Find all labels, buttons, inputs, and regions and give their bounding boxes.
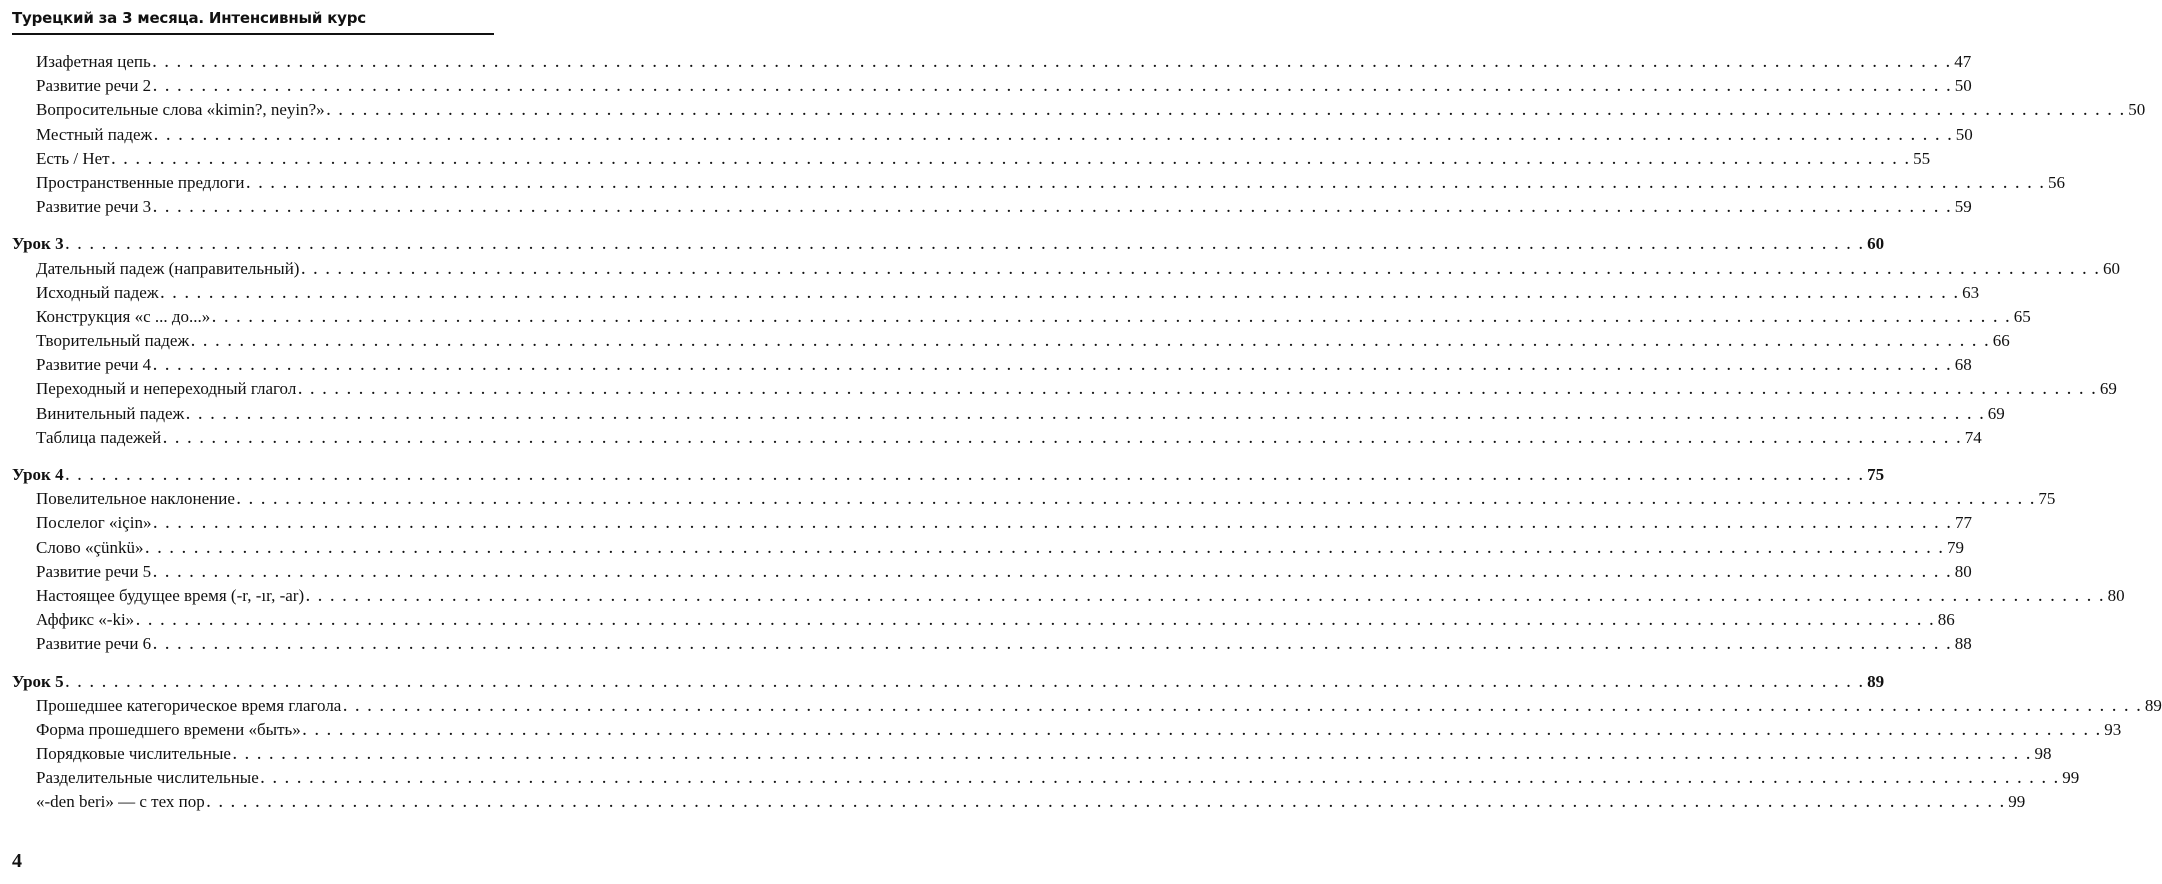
toc-entry-page: 89 [2144, 695, 2162, 715]
toc-entry-row [36, 790, 2026, 814]
toc-entry-row [36, 98, 2146, 122]
toc-entry-title: Дательный падеж (направительный) [36, 258, 300, 278]
toc-entry-page: 88 [1954, 634, 1972, 654]
toc-entry-title: Таблица падежей [36, 427, 162, 447]
toc-entry-title: Развитие речи 2 [36, 76, 152, 96]
toc-entry-page: 79 [1947, 537, 1965, 557]
toc-entry-page: 86 [1937, 610, 1955, 630]
dot-leader: . . . . . . . . . . . . . . . . . . . . . . . . . . . . . . . . . . . . . . . . . . . . . . . . . . . . . . . . . . . . . . . . . . . . . . . . . . . . . . . . . . . . . . . . . . . . . . . . . . . . . . . . . . . . . . . . . . . . . . . . . . . . . . . . . . . . . . . . . . . . . . . . . . . . [191, 335, 1991, 351]
toc-entry-title: Переходный и непереходный глагол [36, 379, 297, 399]
dot-leader: . . . . . . . . . . . . . . . . . . . . . . . . . . . . . . . . . . . . . . . . . . . . . . . . . . . . . . . . . . . . . . . . . . . . . . . . . . . . . . . . . . . . . . . . . . . . . . . . . . . . . . . . . . . . . . . . . . . . . . . . . . . . . . . . . . . . . . . . . . . . . . . . . . . . [260, 772, 2061, 788]
toc-entry-row [36, 147, 1931, 171]
toc-entry-page: 93 [2104, 719, 2122, 739]
toc-entry-title: Вопросительные слова «kimin?, neyin?» [36, 100, 325, 120]
toc-entry-row [36, 402, 2005, 426]
toc-lesson-page: 89 [1867, 671, 1885, 691]
toc-entry-row [36, 718, 2122, 742]
dot-leader: . . . . . . . . . . . . . . . . . . . . . . . . . . . . . . . . . . . . . . . . . . . . . . . . . . . . . . . . . . . . . . . . . . . . . . . . . . . . . . . . . . . . . . . . . . . . . . . . . . . . . . . . . . . . . . . . . . . . . . . . . . . . . . . . . . . . . . . . . . . . . . . . . . . . [306, 589, 2106, 605]
toc-entry-page: 50 [1955, 124, 1973, 144]
dot-leader: . . . . . . . . . . . . . . . . . . . . . . . . . . . . . . . . . . . . . . . . . . . . . . . . . . . . . . . . . . . . . . . . . . . . . . . . . . . . . . . . . . . . . . . . . . . . . . . . . . . . . . . . . . . . . . . . . . . . . . . . . . . . . . . . . . . . . . . . . . . . . . . . . . . . [65, 469, 1866, 484]
toc-entry-page: 65 [2013, 306, 2031, 326]
dot-leader: . . . . . . . . . . . . . . . . . . . . . . . . . . . . . . . . . . . . . . . . . . . . . . . . . . . . . . . . . . . . . . . . . . . . . . . . . . . . . . . . . . . . . . . . . . . . . . . . . . . . . . . . . . . . . . . . . . . . . . . . . . . . . . . . . . . . . . . . . . . . . . . . . . . . [160, 286, 1961, 302]
toc-entry-page: 50 [2128, 100, 2146, 120]
toc-entry-page: 98 [2034, 744, 2052, 764]
toc-entry-row [36, 74, 1972, 98]
dot-leader: . . . . . . . . . . . . . . . . . . . . . . . . . . . . . . . . . . . . . . . . . . . . . . . . . . . . . . . . . . . . . . . . . . . . . . . . . . . . . . . . . . . . . . . . . . . . . . . . . . . . . . . . . . . . . . . . . . . . . . . . . . . . . . . . . . . . . . . . . . . . . . . . . . . . [302, 723, 2103, 739]
dot-leader: . . . . . . . . . . . . . . . . . . . . . . . . . . . . . . . . . . . . . . . . . . . . . . . . . . . . . . . . . . . . . . . . . . . . . . . . . . . . . . . . . . . . . . . . . . . . . . . . . . . . . . . . . . . . . . . . . . . . . . . . . . . . . . . . . . . . . . . . . . . . . . . . . . . . [153, 638, 1953, 654]
toc-entry-row [36, 608, 1955, 632]
toc-lesson-title: Урок 5 [12, 671, 64, 691]
toc-lesson-title: Урок 3 [12, 234, 64, 254]
table-of-contents [0, 50, 2162, 815]
toc-entry-title: Творительный падеж [36, 331, 190, 351]
toc-entry-page: 59 [1954, 197, 1972, 217]
toc-entry-row [36, 195, 1972, 219]
toc-entry-row [36, 377, 2117, 401]
toc-entry-row [36, 694, 2162, 718]
dot-leader: . . . . . . . . . . . . . . . . . . . . . . . . . . . . . . . . . . . . . . . . . . . . . . . . . . . . . . . . . . . . . . . . . . . . . . . . . . . . . . . . . . . . . . . . . . . . . . . . . . . . . . . . . . . . . . . . . . . . . . . . . . . . . . . . . . . . . . . . . . . . . . . . . . . . [136, 614, 1936, 630]
toc-entry-title: Порядковые числительные [36, 744, 231, 764]
toc-entry-row [36, 353, 1972, 377]
dot-leader: . . . . . . . . . . . . . . . . . . . . . . . . . . . . . . . . . . . . . . . . . . . . . . . . . . . . . . . . . . . . . . . . . . . . . . . . . . . . . . . . . . . . . . . . . . . . . . . . . . . . . . . . . . . . . . . . . . . . . . . . . . . . . . . . . . . . . . . . . . . . . . . . . . . . [153, 359, 1953, 375]
toc-entry-title: Прошедшее категорическое время глагола [36, 695, 342, 715]
toc-entry-title: Повелительное наклонение [36, 489, 235, 509]
dot-leader: . . . . . . . . . . . . . . . . . . . . . . . . . . . . . . . . . . . . . . . . . . . . . . . . . . . . . . . . . . . . . . . . . . . . . . . . . . . . . . . . . . . . . . . . . . . . . . . . . . . . . . . . . . . . . . . . . . . . . . . . . . . . . . . . . . . . . . . . . . . . . . . . . . . . [154, 128, 1954, 144]
toc-entry-page: 99 [2062, 768, 2080, 788]
dot-leader: . . . . . . . . . . . . . . . . . . . . . . . . . . . . . . . . . . . . . . . . . . . . . . . . . . . . . . . . . . . . . . . . . . . . . . . . . . . . . . . . . . . . . . . . . . . . . . . . . . . . . . . . . . . . . . . . . . . . . . . . . . . . . . . . . . . . . . . . . . . . . . . . . . . . [186, 407, 1986, 423]
toc-lesson-page: 75 [1867, 465, 1885, 484]
dot-leader: . . . . . . . . . . . . . . . . . . . . . . . . . . . . . . . . . . . . . . . . . . . . . . . . . . . . . . . . . . . . . . . . . . . . . . . . . . . . . . . . . . . . . . . . . . . . . . . . . . . . . . . . . . . . . . . . . . . . . . . . . . . . . . . . . . . . . . . . . . . . . . . . . . . . [206, 796, 2007, 812]
toc-entry-row [36, 536, 1965, 560]
dot-leader: . . . . . . . . . . . . . . . . . . . . . . . . . . . . . . . . . . . . . . . . . . . . . . . . . . . . . . . . . . . . . . . . . . . . . . . . . . . . . . . . . . . . . . . . . . . . . . . . . . . . . . . . . . . . . . . . . . . . . . . . . . . . . . . . . . . . . . . . . . . . . . . . . . . . [236, 493, 2037, 509]
dot-leader: . . . . . . . . . . . . . . . . . . . . . . . . . . . . . . . . . . . . . . . . . . . . . . . . . . . . . . . . . . . . . . . . . . . . . . . . . . . . . . . . . . . . . . . . . . . . . . . . . . . . . . . . . . . . . . . . . . . . . . . . . . . . . . . . . . . . . . . . . . . . . . . . . . . . [343, 699, 2143, 715]
toc-entry-row [36, 511, 1972, 535]
dot-leader: . . . . . . . . . . . . . . . . . . . . . . . . . . . . . . . . . . . . . . . . . . . . . . . . . . . . . . . . . . . . . . . . . . . . . . . . . . . . . . . . . . . . . . . . . . . . . . . . . . . . . . . . . . . . . . . . . . . . . . . . . . . . . . . . . . . . . . . . . . . . . . . . . . . . [163, 431, 1963, 447]
toc-lesson-title: Урок 4 [12, 465, 64, 484]
toc-entry-title: Настоящее будущее время (-r, -ır, -ar) [36, 585, 305, 605]
dot-leader: . . . . . . . . . . . . . . . . . . . . . . . . . . . . . . . . . . . . . . . . . . . . . . . . . . . . . . . . . . . . . . . . . . . . . . . . . . . . . . . . . . . . . . . . . . . . . . . . . . . . . . . . . . . . . . . . . . . . . . . . . . . . . . . . . . . . . . . . . . . . . . . . . . . . [111, 152, 1912, 168]
toc-entry-row [36, 766, 2080, 790]
toc-entry-page: 69 [2099, 379, 2117, 399]
toc-entry-page: 56 [2048, 172, 2066, 192]
page-number: 4 [12, 850, 22, 872]
toc-lesson-row [12, 670, 1885, 694]
header-rule [12, 33, 494, 35]
toc-entry-row [36, 171, 2066, 195]
dot-leader: . . . . . . . . . . . . . . . . . . . . . . . . . . . . . . . . . . . . . . . . . . . . . . . . . . . . . . . . . . . . . . . . . . . . . . . . . . . . . . . . . . . . . . . . . . . . . . . . . . . . . . . . . . . . . . . . . . . . . . . . . . . . . . . . . . . . . . . . . . . . . . . . . . . . [65, 238, 1866, 254]
dot-leader: . . . . . . . . . . . . . . . . . . . . . . . . . . . . . . . . . . . . . . . . . . . . . . . . . . . . . . . . . . . . . . . . . . . . . . . . . . . . . . . . . . . . . . . . . . . . . . . . . . . . . . . . . . . . . . . . . . . . . . . . . . . . . . . . . . . . . . . . . . . . . . . . . . . . [153, 517, 1953, 533]
toc-entry-title: Развитие речи 5 [36, 561, 152, 581]
toc-entry-title: Пространственные предлоги [36, 172, 245, 192]
toc-entry-page: 68 [1954, 355, 1972, 375]
toc-entry-page: 60 [2102, 258, 2120, 278]
running-header: Турецкий за 3 месяца. Интенсивный курс [12, 9, 366, 27]
dot-leader: . . . . . . . . . . . . . . . . . . . . . . . . . . . . . . . . . . . . . . . . . . . . . . . . . . . . . . . . . . . . . . . . . . . . . . . . . . . . . . . . . . . . . . . . . . . . . . . . . . . . . . . . . . . . . . . . . . . . . . . . . . . . . . . . . . . . . . . . . . . . . . . . . . . . [152, 56, 1953, 71]
toc-entry-page: 55 [1913, 148, 1931, 168]
toc-entry-row [36, 742, 2052, 766]
toc-entry-title: Развитие речи 6 [36, 634, 152, 654]
dot-leader: . . . . . . . . . . . . . . . . . . . . . . . . . . . . . . . . . . . . . . . . . . . . . . . . . . . . . . . . . . . . . . . . . . . . . . . . . . . . . . . . . . . . . . . . . . . . . . . . . . . . . . . . . . . . . . . . . . . . . . . . . . . . . . . . . . . . . . . . . . . . . . . . . . . . [212, 310, 2012, 326]
toc-entry-row [36, 560, 1972, 584]
toc-entry-page: 80 [2107, 585, 2125, 605]
toc-entry-row [36, 632, 1972, 656]
toc-entry-title: Послелог «için» [36, 513, 152, 533]
toc-entry-title: Развитие речи 4 [36, 355, 152, 375]
toc-entry-page: 77 [1954, 513, 1972, 533]
dot-leader: . . . . . . . . . . . . . . . . . . . . . . . . . . . . . . . . . . . . . . . . . . . . . . . . . . . . . . . . . . . . . . . . . . . . . . . . . . . . . . . . . . . . . . . . . . . . . . . . . . . . . . . . . . . . . . . . . . . . . . . . . . . . . . . . . . . . . . . . . . . . . . . . . . . . [301, 262, 2101, 278]
toc-entry-page: 63 [1962, 282, 1980, 302]
toc-entry-title: Форма прошедшего времени «быть» [36, 719, 301, 739]
dot-leader: . . . . . . . . . . . . . . . . . . . . . . . . . . . . . . . . . . . . . . . . . . . . . . . . . . . . . . . . . . . . . . . . . . . . . . . . . . . . . . . . . . . . . . . . . . . . . . . . . . . . . . . . . . . . . . . . . . . . . . . . . . . . . . . . . . . . . . . . . . . . . . . . . . . . [153, 201, 1953, 217]
toc-lesson-row [12, 463, 1885, 487]
toc-entry-title: «-den beri» — с тех пор [36, 792, 205, 812]
toc-entry-row [36, 329, 2010, 353]
toc-entry-page: 74 [1964, 427, 1982, 447]
toc-entry-row [36, 426, 1982, 450]
toc-entry-page: 99 [2008, 792, 2026, 812]
toc-entry-title: Аффикс «-ki» [36, 610, 135, 630]
toc-entry-page: 80 [1954, 561, 1972, 581]
toc-entry-row [36, 305, 2031, 329]
toc-entry-title: Исходный падеж [36, 282, 159, 302]
toc-lesson-row [12, 232, 1885, 256]
toc-entry-page: 50 [1954, 76, 1972, 96]
toc-entry-row [36, 50, 1972, 74]
toc-entry-row [36, 584, 2125, 608]
toc-entry-row [36, 257, 2120, 281]
toc-entry-title: Разделительные числительные [36, 768, 259, 788]
toc-entry-title: Развитие речи 3 [36, 197, 152, 217]
toc-entry-row [36, 487, 2056, 511]
toc-entry-title: Винительный падеж [36, 403, 185, 423]
dot-leader: . . . . . . . . . . . . . . . . . . . . . . . . . . . . . . . . . . . . . . . . . . . . . . . . . . . . . . . . . . . . . . . . . . . . . . . . . . . . . . . . . . . . . . . . . . . . . . . . . . . . . . . . . . . . . . . . . . . . . . . . . . . . . . . . . . . . . . . . . . . . . . . . . . . . [298, 383, 2098, 399]
toc-entry-title: Местный падеж [36, 124, 153, 144]
toc-entry-row [36, 281, 1980, 305]
toc-lesson-page: 60 [1867, 234, 1885, 254]
dot-leader: . . . . . . . . . . . . . . . . . . . . . . . . . . . . . . . . . . . . . . . . . . . . . . . . . . . . . . . . . . . . . . . . . . . . . . . . . . . . . . . . . . . . . . . . . . . . . . . . . . . . . . . . . . . . . . . . . . . . . . . . . . . . . . . . . . . . . . . . . . . . . . . . . . . . [246, 176, 2047, 192]
dot-leader: . . . . . . . . . . . . . . . . . . . . . . . . . . . . . . . . . . . . . . . . . . . . . . . . . . . . . . . . . . . . . . . . . . . . . . . . . . . . . . . . . . . . . . . . . . . . . . . . . . . . . . . . . . . . . . . . . . . . . . . . . . . . . . . . . . . . . . . . . . . . . . . . . . . . [65, 675, 1866, 691]
dot-leader: . . . . . . . . . . . . . . . . . . . . . . . . . . . . . . . . . . . . . . . . . . . . . . . . . . . . . . . . . . . . . . . . . . . . . . . . . . . . . . . . . . . . . . . . . . . . . . . . . . . . . . . . . . . . . . . . . . . . . . . . . . . . . . . . . . . . . . . . . . . . . . . . . . . . [153, 565, 1953, 581]
toc-entry-title: Изафетная цепь [36, 52, 151, 71]
dot-leader: . . . . . . . . . . . . . . . . . . . . . . . . . . . . . . . . . . . . . . . . . . . . . . . . . . . . . . . . . . . . . . . . . . . . . . . . . . . . . . . . . . . . . . . . . . . . . . . . . . . . . . . . . . . . . . . . . . . . . . . . . . . . . . . . . . . . . . . . . . . . . . . . . . . . [326, 104, 2127, 120]
toc-entry-page: 66 [1992, 331, 2010, 351]
toc-entry-title: Слово «çünkü» [36, 537, 144, 557]
toc-entry-row [36, 123, 1973, 147]
toc-entry-title: Конструкция «с ... до...» [36, 306, 211, 326]
toc-entry-title: Есть / Нет [36, 148, 110, 168]
toc-entry-page: 75 [2038, 489, 2056, 509]
toc-entry-page: 47 [1954, 52, 1972, 71]
toc-entry-page: 69 [1987, 403, 2005, 423]
dot-leader: . . . . . . . . . . . . . . . . . . . . . . . . . . . . . . . . . . . . . . . . . . . . . . . . . . . . . . . . . . . . . . . . . . . . . . . . . . . . . . . . . . . . . . . . . . . . . . . . . . . . . . . . . . . . . . . . . . . . . . . . . . . . . . . . . . . . . . . . . . . . . . . . . . . . [153, 80, 1953, 96]
dot-leader: . . . . . . . . . . . . . . . . . . . . . . . . . . . . . . . . . . . . . . . . . . . . . . . . . . . . . . . . . . . . . . . . . . . . . . . . . . . . . . . . . . . . . . . . . . . . . . . . . . . . . . . . . . . . . . . . . . . . . . . . . . . . . . . . . . . . . . . . . . . . . . . . . . . . [232, 748, 2033, 764]
dot-leader: . . . . . . . . . . . . . . . . . . . . . . . . . . . . . . . . . . . . . . . . . . . . . . . . . . . . . . . . . . . . . . . . . . . . . . . . . . . . . . . . . . . . . . . . . . . . . . . . . . . . . . . . . . . . . . . . . . . . . . . . . . . . . . . . . . . . . . . . . . . . . . . . . . . . [145, 541, 1946, 557]
